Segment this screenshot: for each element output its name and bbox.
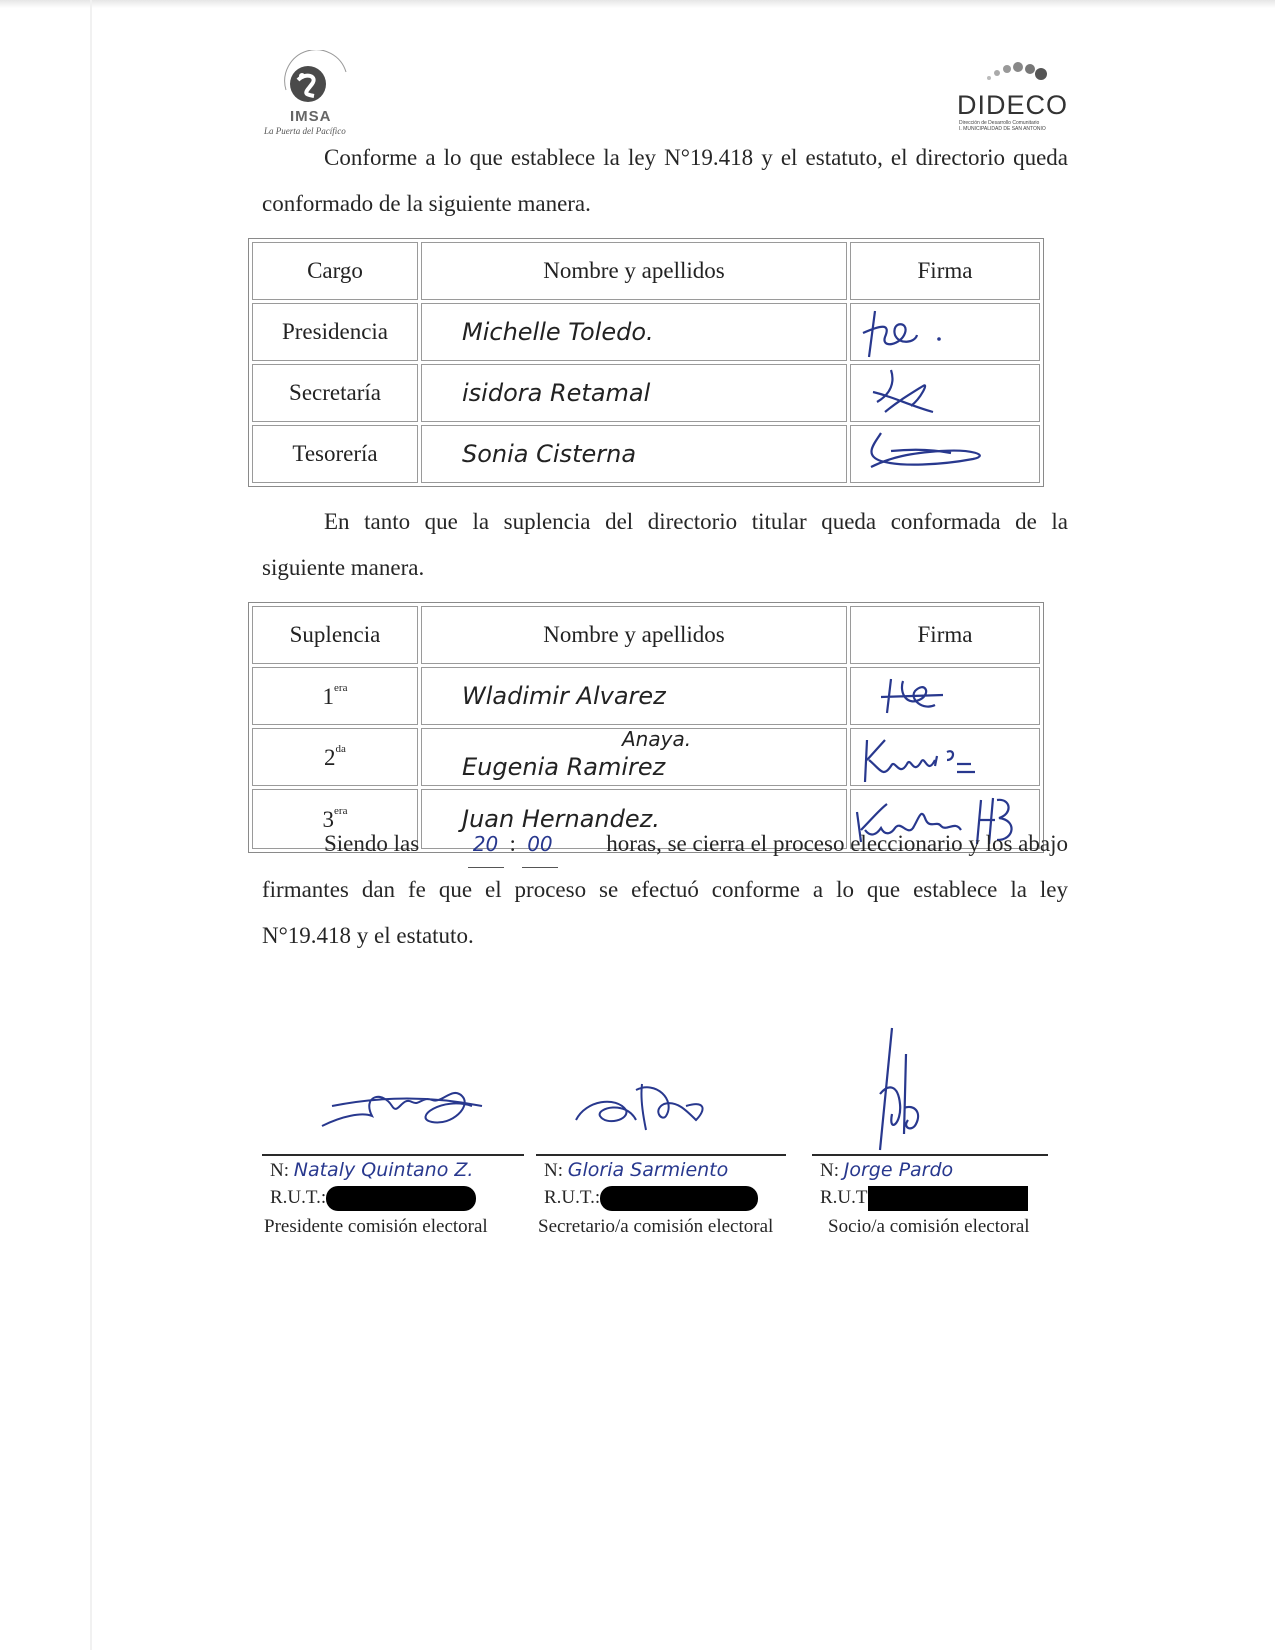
signer-role: Socio/a comisión electoral <box>828 1216 1030 1237</box>
suplencia-paragraph <box>262 499 1068 591</box>
handwritten-signature <box>851 305 971 359</box>
column-header: Firma <box>850 606 1040 664</box>
closing-line: N°19.418 y el estatuto. <box>262 923 474 948</box>
handwritten-signature <box>556 1060 756 1140</box>
ordinal-suffix: era <box>334 682 348 694</box>
signer-rut-row <box>270 1184 476 1211</box>
closing-text: horas, se cierra el proceso eleccionario y los abajo <box>606 831 1068 856</box>
column-header: Nombre y apellidos <box>421 242 847 300</box>
table-row <box>252 364 1040 422</box>
table-row <box>252 303 1040 361</box>
ordinal-number: 1 <box>322 684 335 709</box>
intro-line: Conforme a lo que establece la ley N°19.418 y el estatuto, el directorio queda <box>324 145 1068 170</box>
signature-cell <box>850 425 1040 483</box>
name-label: N: <box>544 1160 563 1181</box>
ordinal-suffix: da <box>335 743 346 755</box>
table-row <box>252 667 1040 725</box>
column-header: Suplencia <box>252 606 418 664</box>
column-header: Cargo <box>252 242 418 300</box>
scan-edge <box>0 0 1275 8</box>
imsa-logo <box>262 50 382 142</box>
hour-value: 20 <box>468 821 504 868</box>
column-header: Nombre y apellidos <box>421 606 847 664</box>
closing-line: firmantes dan fe que el proceso se efectuó conforme a lo que establece la ley <box>262 877 1068 902</box>
table-row <box>252 425 1040 483</box>
handwritten-name: Wladimir Alvarez <box>421 667 847 725</box>
signature-line <box>536 1154 786 1156</box>
redaction-bar <box>326 1186 476 1211</box>
directorio-table <box>248 238 1044 487</box>
minute-value: 00 <box>522 821 558 868</box>
signature-line <box>262 1154 524 1156</box>
table-row <box>252 728 1040 786</box>
dideco-logo <box>945 62 1075 132</box>
signer-name-row <box>820 1157 953 1184</box>
suplencia-intro-line: siguiente manera. <box>262 555 425 580</box>
signature-cell <box>850 303 1040 361</box>
ordinal-number: 2 <box>324 745 336 770</box>
column-header: Firma <box>850 242 1040 300</box>
scan-edge <box>90 0 92 1650</box>
signer-name: Gloria Sarmiento <box>567 1159 729 1181</box>
closing-paragraph <box>262 821 1068 959</box>
intro-line: conformado de la siguiente manera. <box>262 191 591 216</box>
signer-name: Jorge Pardo <box>843 1159 954 1181</box>
suplencia-table <box>248 602 1044 853</box>
rut-label: R.U.T <box>820 1187 868 1208</box>
signature-cell <box>850 728 1040 786</box>
closing-line <box>262 821 1068 867</box>
dideco-subtitle <box>959 120 1046 132</box>
table-header-row <box>252 606 1040 664</box>
handwritten-signature <box>851 730 1001 784</box>
rut-label: R.U.T.: <box>544 1187 601 1208</box>
cargo-cell: Secretaría <box>252 364 418 422</box>
imsa-emblem-icon <box>276 50 356 112</box>
handwritten-name: Juan Hernandez. <box>421 789 847 849</box>
handwritten-name: Eugenia Ramirez <box>462 753 666 781</box>
redaction-bar <box>868 1186 1028 1211</box>
closing-text: Siendo las <box>324 831 420 856</box>
name-label: N: <box>270 1160 289 1181</box>
handwritten-name: Michelle Toledo. <box>421 303 847 361</box>
handwritten-annotation: Anaya. <box>622 727 692 751</box>
handwritten-signature <box>851 366 971 420</box>
table-header-row <box>252 242 1040 300</box>
signer-rut-row <box>820 1184 1028 1211</box>
time-separator: : <box>509 831 516 856</box>
handwritten-signature <box>858 1024 998 1154</box>
signature-line <box>812 1154 1048 1156</box>
signer-rut-row <box>544 1184 758 1211</box>
cargo-cell: Presidencia <box>252 303 418 361</box>
imsa-tagline: La Puerta del Pacífico <box>264 126 346 136</box>
signer-name-row <box>270 1157 473 1184</box>
handwritten-name: Sonia Cisterna <box>421 425 847 483</box>
handwritten-signature <box>302 1066 502 1146</box>
signer-name: Nataly Quintano Z. <box>293 1159 474 1181</box>
signer-role: Secretario/a comisión electoral <box>538 1216 774 1237</box>
rut-label: R.U.T.: <box>270 1187 327 1208</box>
suplencia-intro-line: En tanto que la suplencia del directorio titular queda conformada de la <box>324 509 1068 534</box>
dideco-subtitle-line: I. MUNICIPALIDAD DE SAN ANTONIO <box>959 126 1046 132</box>
signature-cell <box>850 667 1040 725</box>
time-field <box>468 821 558 868</box>
handwritten-signature <box>851 427 1001 481</box>
ordinal-suffix: era <box>334 805 348 817</box>
cargo-cell: Tesorería <box>252 425 418 483</box>
name-label: N: <box>820 1160 839 1181</box>
handwritten-name-cell <box>421 728 847 786</box>
suplencia-number <box>252 667 418 725</box>
dideco-wordmark: DIDECO <box>957 90 1069 120</box>
redaction-bar <box>600 1186 758 1211</box>
ordinal-number: 3 <box>322 807 335 832</box>
handwritten-signature <box>851 669 971 723</box>
signer-role: Presidente comisión electoral <box>264 1216 488 1237</box>
signer-name-row <box>544 1157 728 1184</box>
signature-cell <box>850 364 1040 422</box>
imsa-wordmark: IMSA <box>290 108 332 125</box>
suplencia-number <box>252 728 418 786</box>
dideco-dots-icon <box>981 62 1061 86</box>
dideco-subtitle-line: Dirección de Desarrollo Comunitario <box>959 120 1040 126</box>
handwritten-name: isidora Retamal <box>421 364 847 422</box>
intro-paragraph <box>262 135 1068 227</box>
